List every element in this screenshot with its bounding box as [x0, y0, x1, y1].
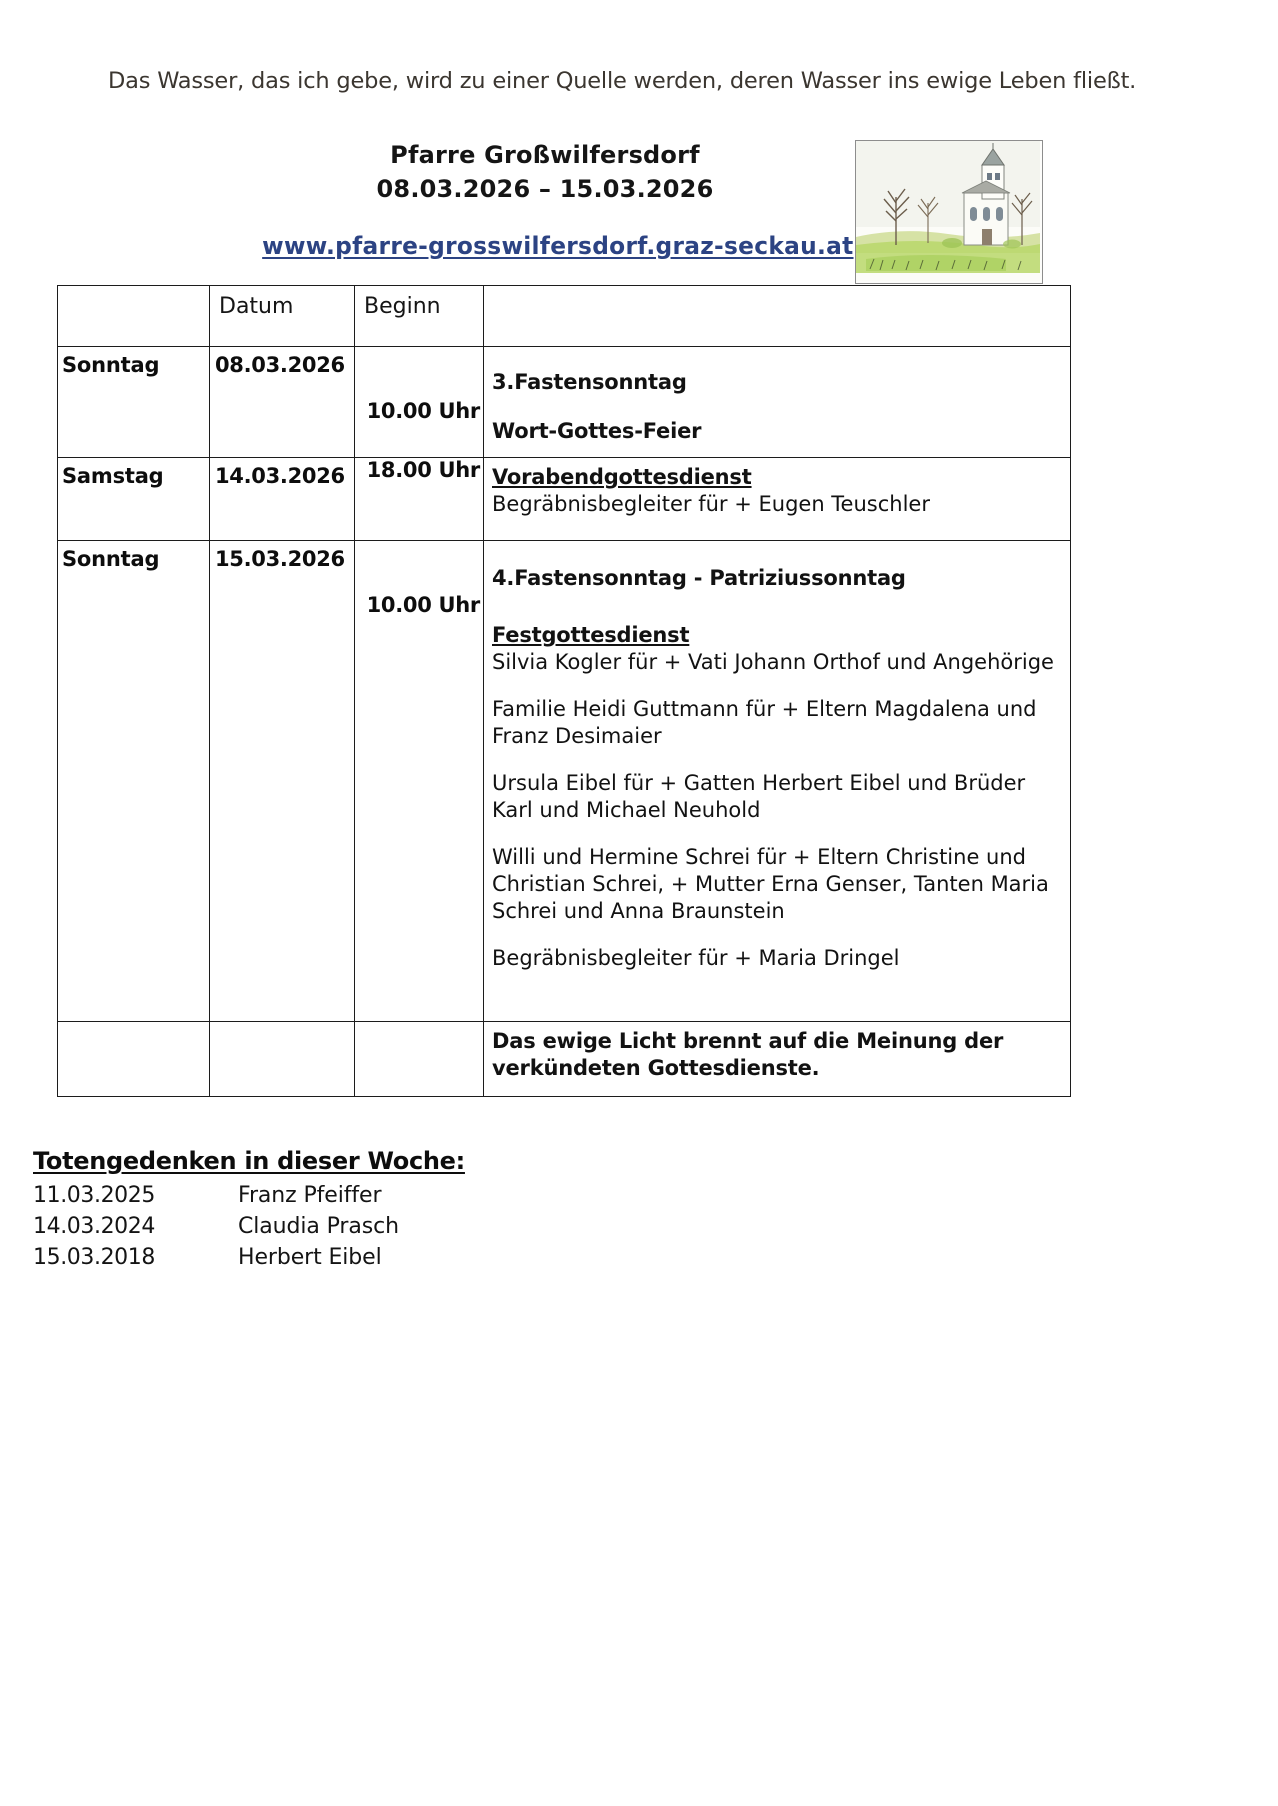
bulletin-date-range: 08.03.2026 – 15.03.2026: [376, 175, 714, 203]
table-row: [58, 347, 1071, 458]
row-time: 10.00 Uhr: [355, 347, 484, 458]
header-cell-day: [58, 286, 210, 347]
row-time: 10.00 Uhr: [355, 541, 484, 1022]
table-header-row: [58, 286, 1071, 347]
list-item: [33, 1242, 673, 1273]
memorial-name: Franz Pfeiffer: [238, 1183, 382, 1208]
parish-url-link[interactable]: www.pfarre-grosswilfersdorf.graz-seckau.at: [261, 232, 854, 260]
header-cell-datum: Datum: [210, 286, 355, 347]
header-cell-beginn: Beginn: [355, 286, 484, 347]
row-date: 14.03.2026: [210, 458, 355, 541]
service-intention: Familie Heidi Guttmann für + Eltern Magdalena und Franz Desimaier: [492, 697, 1037, 748]
memorial-name: Herbert Eibel: [238, 1245, 382, 1270]
parish-name: Pfarre Großwilfersdorf: [390, 141, 700, 169]
service-intention: Silvia Kogler für + Vati Johann Orthof und Angehörige: [492, 650, 1054, 674]
service-heading: 3.Fastensonntag: [492, 370, 687, 394]
row-day: Sonntag: [58, 541, 210, 1022]
row-description: [484, 458, 1071, 541]
service-intention: Ursula Eibel für + Gatten Herbert Eibel und Brüder Karl und Michael Neuhold: [492, 771, 1026, 822]
service-name: Festgottesdienst: [492, 623, 690, 647]
scripture-quote: Das Wasser, das ich gebe, wird zu einer Quelle werden, deren Wasser ins ewige Leben fließt.: [108, 68, 1137, 94]
service-name: Vorabendgottesdienst: [492, 465, 752, 489]
memorial-title: Totengedenken in dieser Woche:: [33, 1147, 465, 1175]
memorial-section: [33, 1147, 673, 1273]
service-heading: 4.Fastensonntag - Patriziussonntag: [492, 566, 906, 590]
row-description: [484, 541, 1071, 1022]
service-schedule-table: [57, 285, 1071, 1097]
memorial-date: 14.03.2024: [33, 1214, 155, 1239]
eternal-light-note: Das ewige Licht brennt auf die Meinung der verkündeten Gottesdienste.: [492, 1029, 1004, 1080]
row-time: 18.00 Uhr: [355, 458, 484, 541]
row-date: 15.03.2026: [210, 541, 355, 1022]
service-intention: Willi und Hermine Schrei für + Eltern Christine und Christian Schrei, + Mutter Erna Genser, Tanten Maria Schrei und Anna Braunstein: [492, 845, 1049, 923]
list-item: [33, 1211, 673, 1242]
row-date: 08.03.2026: [210, 347, 355, 458]
church-watercolor-image: [855, 140, 1043, 284]
memorial-name: Claudia Prasch: [238, 1214, 399, 1239]
service-intention: Begräbnisbegleiter für + Maria Dringel: [492, 946, 900, 970]
row-day: [58, 1022, 210, 1097]
table-row: [58, 1022, 1071, 1097]
table-row: [58, 541, 1071, 1022]
table-row: [58, 458, 1071, 541]
memorial-date: 11.03.2025: [33, 1183, 155, 1208]
row-date: [210, 1022, 355, 1097]
row-description: [484, 1022, 1071, 1097]
row-time: [355, 1022, 484, 1097]
row-description: [484, 347, 1071, 458]
service-intention: Begräbnisbegleiter für + Eugen Teuschler: [492, 492, 930, 516]
row-day: Sonntag: [58, 347, 210, 458]
list-item: [33, 1180, 673, 1211]
service-name: Wort-Gottes-Feier: [492, 419, 702, 443]
row-day: Samstag: [58, 458, 210, 541]
memorial-date: 15.03.2018: [33, 1245, 155, 1270]
header-cell-description: [484, 286, 1071, 347]
